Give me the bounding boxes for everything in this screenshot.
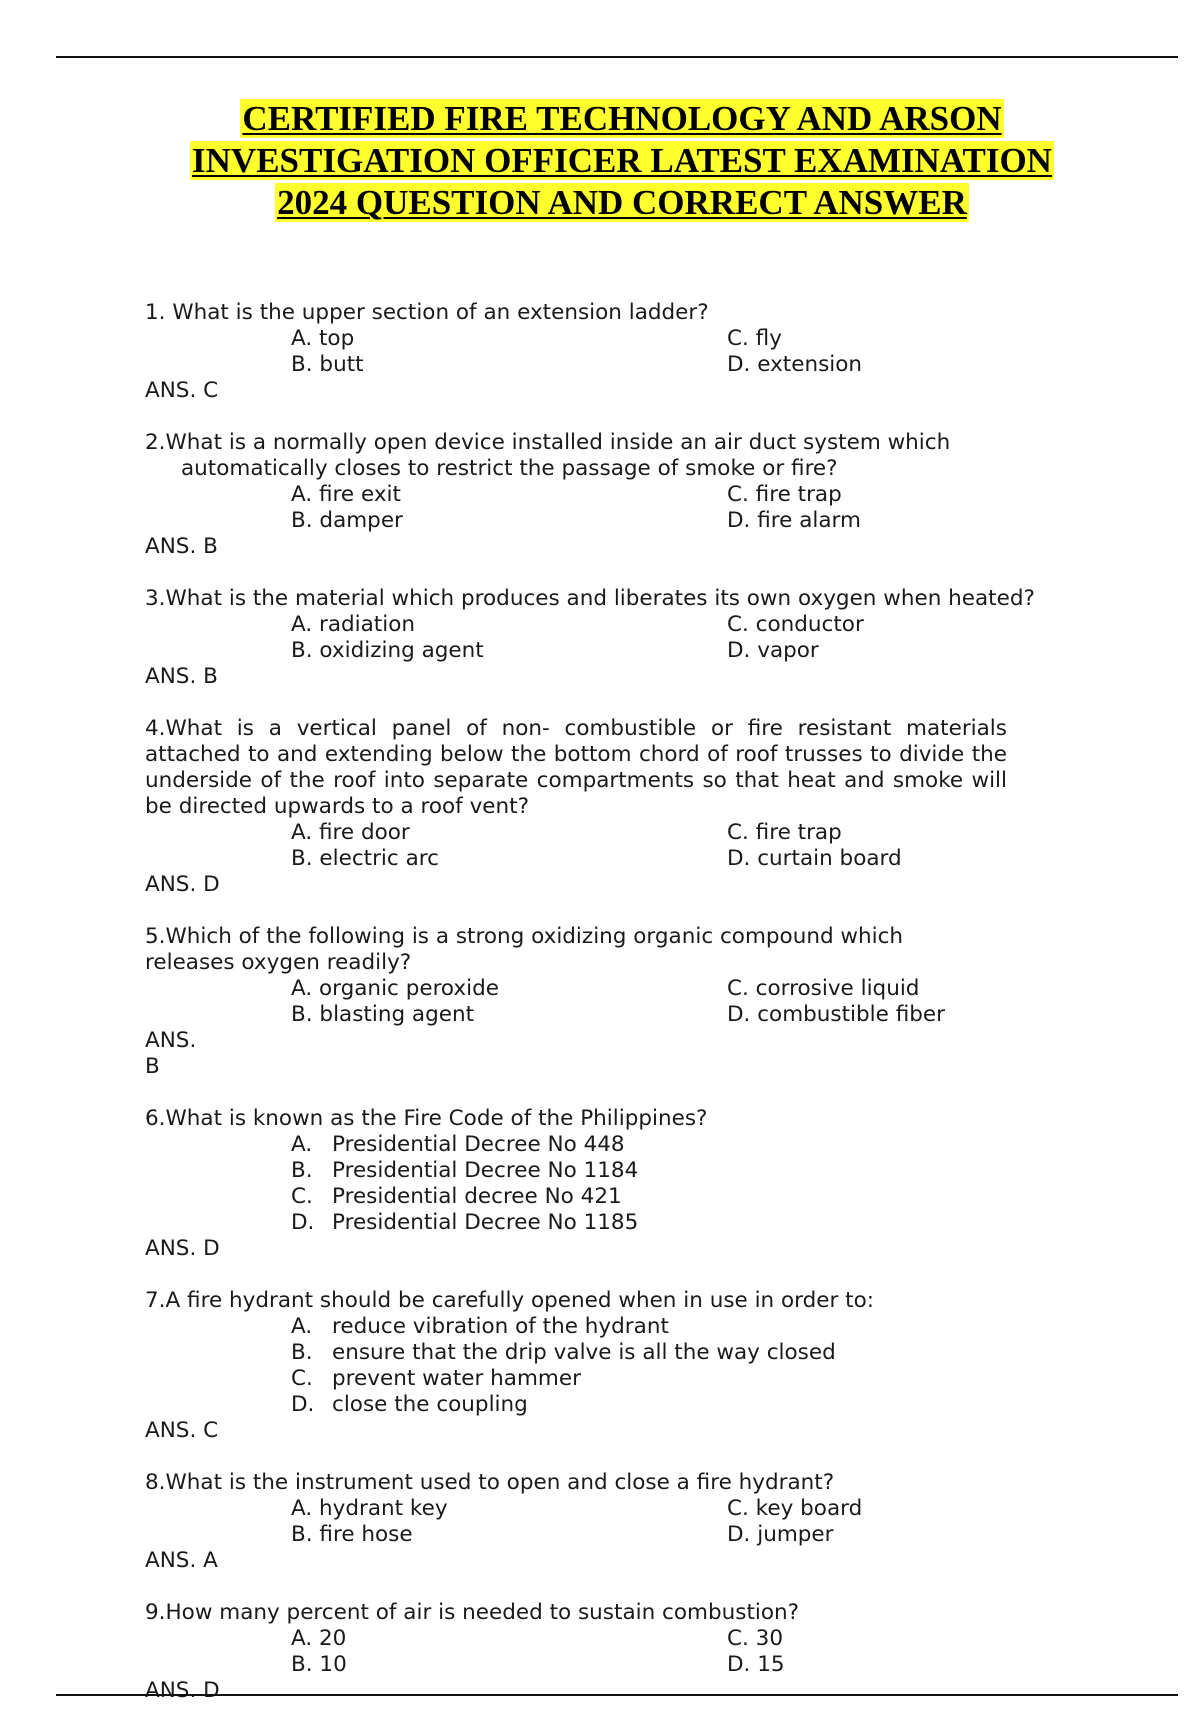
title-line-2: INVESTIGATION OFFICER LATEST EXAMINATION	[192, 141, 1052, 180]
option-b: B. electric arc	[291, 846, 439, 871]
answer-label: ANS.	[145, 1028, 197, 1053]
answer: ANS. B	[145, 534, 218, 559]
answer: ANS. D	[145, 872, 220, 897]
option-b: B. butt	[291, 352, 364, 377]
option-b: B. fire hose	[291, 1522, 413, 1547]
option-c: C. conductor	[727, 612, 864, 637]
option-a: A. 20	[291, 1626, 347, 1651]
option-b: B. damper	[291, 508, 403, 533]
question-3	[145, 586, 1145, 690]
option-d: D. 15	[727, 1652, 785, 1677]
option-c: C. fire trap	[727, 820, 842, 845]
option-c: C. Presidential decree No 421	[291, 1184, 622, 1209]
option-a: A. reduce vibration of the hydrant	[291, 1314, 669, 1339]
option-a: A. fire door	[291, 820, 410, 845]
options	[291, 1314, 1145, 1418]
option-b: B. blasting agent	[291, 1002, 475, 1027]
option-c: C. 30	[727, 1626, 784, 1651]
question-list	[145, 300, 1145, 1730]
bottom-rule	[56, 1694, 1178, 1696]
option-d: D. close the coupling	[291, 1392, 528, 1417]
option-d: D. extension	[727, 352, 863, 377]
option-b: B. Presidential Decree No 1184	[291, 1158, 639, 1183]
option-a: A. fire exit	[291, 482, 401, 507]
options	[291, 820, 1145, 872]
options	[291, 1626, 1145, 1678]
question-text: 4.What is a vertical panel of non- combustible or fire resistant materials attached to and extending below the bottom chord of roof trusses to divide the underside of the roof into separate compartments so that heat and smoke will be directed upwards to a roof vent?	[145, 716, 1007, 819]
question-text: 9.How many percent of air is needed to sustain combustion?	[145, 1600, 800, 1625]
option-c: C. fire trap	[727, 482, 842, 507]
option-a: A. hydrant key	[291, 1496, 448, 1521]
answer: ANS. C	[145, 1418, 219, 1443]
question-5	[145, 924, 1145, 1080]
question-8	[145, 1470, 1145, 1574]
option-c: C. corrosive liquid	[727, 976, 920, 1001]
question-text: 8.What is the instrument used to open and close a fire hydrant?	[145, 1470, 835, 1495]
question-1	[145, 300, 1145, 404]
option-c: C. prevent water hammer	[291, 1366, 581, 1391]
top-rule	[56, 56, 1178, 58]
options	[291, 482, 1145, 534]
option-a: A. radiation	[291, 612, 415, 637]
option-b: B. ensure that the drip valve is all the way closed	[291, 1340, 836, 1365]
options	[291, 976, 1145, 1028]
question-text: 3.What is the material which produces and liberates its own oxygen when heated?	[145, 586, 1035, 611]
option-a: A. top	[291, 326, 355, 351]
answer: ANS. D	[145, 1236, 220, 1261]
options	[291, 326, 1145, 378]
title-line-1: CERTIFIED FIRE TECHNOLOGY AND ARSON	[242, 99, 1002, 138]
option-d: D. jumper	[727, 1522, 834, 1547]
question-7	[145, 1288, 1145, 1444]
option-d: D. vapor	[727, 638, 819, 663]
question-text: 1. What is the upper section of an extension ladder?	[145, 300, 709, 325]
option-d: D. curtain board	[727, 846, 902, 871]
answer: ANS. C	[145, 378, 219, 403]
option-a: A. organic peroxide	[291, 976, 499, 1001]
option-d: D. fire alarm	[727, 508, 861, 533]
option-b: B. 10	[291, 1652, 347, 1677]
options	[291, 1496, 1145, 1548]
question-text: 5.Which of the following is a strong oxidizing organic compound which releases oxygen readily?	[145, 924, 904, 975]
page-title	[0, 98, 1200, 224]
question-text: 7.A fire hydrant should be carefully opened when in use in order to:	[145, 1288, 875, 1313]
question-9	[145, 1600, 1145, 1704]
question-4	[145, 716, 1145, 898]
question-2	[145, 430, 1145, 560]
title-line-3: 2024 QUESTION AND CORRECT ANSWER	[277, 183, 967, 222]
answer: ANS. A	[145, 1548, 218, 1573]
option-d: D. Presidential Decree No 1185	[291, 1210, 639, 1235]
options	[291, 612, 1145, 664]
question-6	[145, 1106, 1145, 1262]
question-text: 6.What is known as the Fire Code of the Philippines?	[145, 1106, 708, 1131]
question-text: 2.What is a normally open device installed inside an air duct system which automatically closes to restrict the passage of smoke or fire?	[145, 430, 951, 481]
option-c: C. fly	[727, 326, 782, 351]
option-b: B. oxidizing agent	[291, 638, 484, 663]
option-a: A. Presidential Decree No 448	[291, 1132, 625, 1157]
option-c: C. key board	[727, 1496, 863, 1521]
answer-value: B	[145, 1054, 160, 1079]
answer: ANS. B	[145, 664, 218, 689]
answer: ANS. D	[145, 1678, 220, 1703]
options	[291, 1132, 1145, 1236]
option-d: D. combustible fiber	[727, 1002, 945, 1027]
